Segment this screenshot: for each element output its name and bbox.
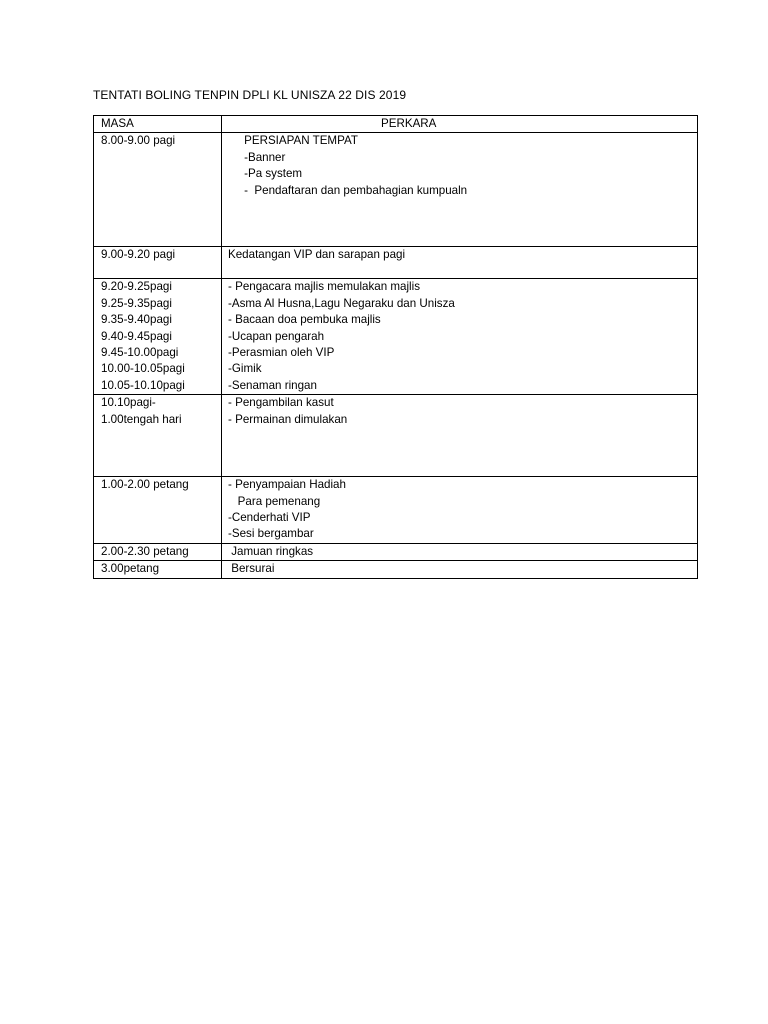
perkara-text: Bersurai	[228, 562, 275, 576]
masa-text: 10.00-10.05pagi	[101, 362, 185, 376]
perkara-text: - Pengambilan kasut	[228, 396, 334, 410]
perkara-text: - Pendaftaran dan pembahagian kumpualn	[228, 183, 468, 197]
perkara-text: Kedatangan VIP dan sarapan pagi	[228, 248, 406, 262]
perkara-text: -Ucapan pengarah	[228, 329, 325, 343]
masa-text: 9.35-9.40pagi	[101, 313, 172, 327]
header-masa: MASA	[94, 116, 222, 133]
masa-text: 10.10pagi-	[101, 396, 156, 410]
masa-text: 9.40-9.45pagi	[101, 329, 172, 343]
masa-text: 9.45-10.00pagi	[101, 345, 179, 359]
table-row	[94, 543, 698, 560]
perkara-cell	[222, 477, 698, 544]
masa-text: 3.00petang	[101, 562, 160, 576]
table-row	[94, 279, 698, 395]
perkara-text: - Bacaan doa pembuka majlis	[228, 313, 381, 327]
masa-text: 2.00-2.30 petang	[101, 544, 189, 558]
perkara-text: -Asma Al Husna,Lagu Negaraku dan Unisza	[228, 296, 455, 310]
header-perkara-label: PERKARA	[381, 117, 437, 130]
perkara-text: -Senaman ringan	[228, 378, 317, 392]
masa-text: 1.00tengah hari	[101, 412, 182, 426]
perkara-text: -Perasmian oleh VIP	[228, 345, 335, 359]
perkara-text: - Permainan dimulakan	[228, 412, 348, 426]
masa-cell	[94, 477, 222, 544]
document-title: TENTATI BOLING TENPIN DPLI KL UNISZA 22 DIS 2019	[93, 88, 407, 102]
masa-text: 9.00-9.20 pagi	[101, 248, 176, 262]
table-row	[94, 247, 698, 279]
table-row	[94, 561, 698, 579]
masa-cell	[94, 133, 222, 247]
perkara-cell	[222, 395, 698, 477]
masa-cell	[94, 279, 222, 395]
perkara-text: -Cenderhati VIP	[228, 510, 311, 524]
perkara-text: -Sesi bergambar	[228, 527, 314, 541]
perkara-cell	[222, 133, 698, 247]
perkara-cell	[222, 279, 698, 395]
masa-text: 1.00-2.00 petang	[101, 478, 189, 492]
masa-text: 9.20-9.25pagi	[101, 280, 172, 294]
perkara-text: Para pemenang	[228, 494, 321, 508]
table-row	[94, 133, 698, 247]
table-row	[94, 477, 698, 544]
perkara-cell	[222, 247, 698, 279]
perkara-text: -Pa system	[228, 167, 303, 181]
perkara-text: -Gimik	[228, 362, 262, 376]
table-header-row	[94, 116, 698, 133]
schedule-table	[93, 115, 698, 579]
masa-cell	[94, 543, 222, 560]
perkara-cell	[222, 543, 698, 560]
masa-cell	[94, 395, 222, 477]
perkara-text: -Banner	[228, 150, 286, 164]
perkara-cell	[222, 561, 698, 579]
table-row	[94, 395, 698, 477]
masa-cell	[94, 247, 222, 279]
masa-text: 8.00-9.00 pagi	[101, 134, 176, 148]
perkara-text: Jamuan ringkas	[228, 544, 314, 558]
perkara-text: - Pengacara majlis memulakan majlis	[228, 280, 421, 294]
perkara-text: - Penyampaian Hadiah	[228, 478, 346, 492]
header-perkara	[222, 116, 698, 133]
masa-cell	[94, 561, 222, 579]
masa-text: 10.05-10.10pagi	[101, 378, 185, 392]
masa-text: 9.25-9.35pagi	[101, 296, 172, 310]
perkara-text: PERSIAPAN TEMPAT	[228, 134, 358, 148]
